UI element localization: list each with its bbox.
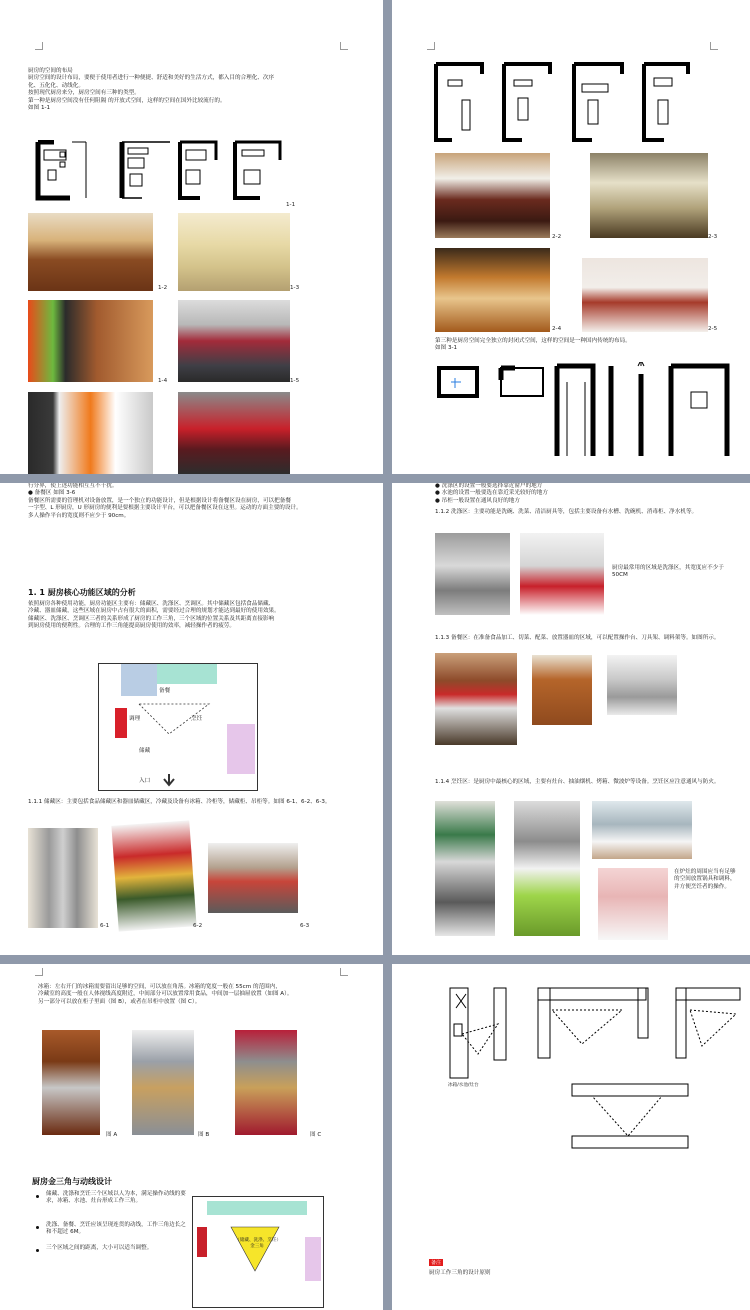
page3-para-line: 冷藏、器皿储藏，这些区域在厨房中占有很大的面积，需要经过合理的规划才能达到最好的使用效果。 [28,608,280,615]
document-page-3 [0,483,383,955]
page4-text-line: ● 洗涤区的设置一般要选择靠近窗户的地方 [435,483,543,489]
page4-text-line: ● 吊柜一般设置在通风良好的地方 [435,497,520,504]
page-corner-mark [35,968,43,976]
page1-floor-plans [30,140,290,205]
figure-caption: 2-4 [552,326,562,332]
page1-intro-line: 按照现代厨房来分，厨房空间有三种的类型。 [28,90,140,97]
page2-text-line: 如图 3-1 [435,345,458,352]
hood-photo-green [435,801,495,936]
page1-intro-line: 厨房空间的设计布局，要便于使用者进行一种便捷、舒适和美好的生活方式，都入目的合理化、次序 [28,75,275,82]
bullet-text: 储藏、洗涤和烹饪三个区域以人为本，满足操作动线的要求，冰箱、水池、灶台形成工作三角。 [46,1191,186,1205]
figure-caption: 1-2 [158,285,168,291]
page3-para-line: 依照厨房各种使用功能，厨房功能区主要有：储藏区、洗涤区、烹调区。其中储藏区包括食品储藏、 [28,601,275,607]
range-photo [592,801,692,859]
page3-text-line: 一字型、L 形厨房，U 形厨房的便利是要根据主要设计平台，可以把备餐区设在这里。运动的方面主要的设计。 [28,505,302,512]
red-sink-photo [520,533,604,615]
built-in-oven-photo [42,1030,100,1135]
sink-cabinet-photo [435,533,510,615]
section-112-text: 1.1.2 洗涤区：主要功能是洗碗、洗菜、清洁厨具等，包括主要设备有水槽、洗碗机、消毒柜、净水机等。 [435,509,698,515]
page5-top-text [38,984,358,1006]
figure-caption: 1-4 [158,378,168,384]
page3-para-line: 到厨房使用的便利性。合理的工作三角能提高厨房使用的效率，减轻操作者的疲劳。 [28,623,235,630]
triangle-label: （储藏、洗涤、烹饪）金三角 [235,1238,279,1249]
figure-caption: 2-3 [708,234,718,240]
zone-label: 储藏 [139,748,151,754]
page3-text-line: ● 备餐区 如图 3-6 [28,490,76,497]
kitchen-photo-cream [178,213,290,291]
kitchen-photo-red [178,392,290,474]
side-note-wash: 厨房最常用的区域是洗涤区，其宽度应不少于 50CM [612,565,724,579]
document-page-5 [0,964,383,1310]
zone-label: 调理 [129,716,141,722]
kitchen-zone-diagram [98,663,258,791]
page6-triangle-plans [442,984,742,1164]
figure-caption: 6-2 [193,923,203,929]
zone-label: 烹饪 [191,716,203,722]
figure-caption: 图 B [198,1132,210,1138]
bullet-dot [36,1226,39,1229]
bullet-text: 三个区域之间的距离，大小可以适当调整。 [46,1245,153,1251]
section-114-text: 1.1.4 烹饪区：是厨房中最核心的区域，主要有灶台、抽油烟机、烤箱、微波炉等设备。烹饪区应注意通风与防火。 [435,779,720,785]
fridge-photo [28,828,98,928]
document-page-6 [392,964,750,1310]
figure-caption: 6-1 [100,923,110,929]
bullet-dot [36,1249,39,1252]
kitchen-photo-wood [28,213,153,291]
wooden-cabinet-photo [532,655,592,725]
page-corner-mark [710,42,718,50]
page6-bottom-text: 厨房工作三角的设计原则 [429,1270,491,1276]
figure-caption: 图 C [310,1132,322,1138]
page3-text-line: 行分界，使上述功能相互互不干扰。 [28,483,118,489]
kitchen-photo-warm [435,248,550,332]
page4-text-line: ● 水池的设置一般要选在靠近采光较好的地方 [435,490,548,497]
page2-text-line: 第三种是厨房空间完全独立的封闭式空间，这样的空间是一种国内传统的布局。 [435,338,631,344]
pull-out-pantry-photo [132,1030,194,1135]
kitchen-photo-dark-wood [435,153,550,238]
section-heading: 厨房金三角与动线设计 [32,1177,112,1186]
page1-title-line: 厨房的空间的布局 [28,68,73,74]
figure-caption: 2-2 [552,234,562,240]
subsection-111: 1.1.1 储藏区：主要包括食品储藏区和器皿储藏区，冷藏及设备有冰箱、冷柜等，储藏柜、吊柜等。如图 6-1、6-2、6-3。 [28,799,331,805]
kitchen-photo-white-red [582,258,708,332]
page1-intro-line: 化、五化化、动线化。 [28,82,84,89]
cutlery-drawer-photo [607,655,677,715]
plan-caption: 冰箱/水池/灶台 [448,1083,479,1088]
tall-pantry-photo [235,1030,297,1135]
bullet-text: 洗涤、备餐、烹饪应该呈现连贯的动线，工作三角边长之和不超过 6M。 [46,1222,186,1236]
document-page-2 [392,0,750,474]
page1-intro-line: 第一种是厨房空间没有任何阻隔 的开放式空间，这样的空间在国外比较流行的。 [28,97,226,104]
page-corner-mark [340,42,348,50]
golden-triangle-diagram [192,1196,324,1308]
page3-paragraph [28,601,368,631]
page3-top-text [28,483,368,520]
triangle-shape [193,1197,323,1307]
figure-caption: 1-1 [286,202,296,208]
bullet-dot [36,1195,39,1198]
kitchen-photo-modern [28,300,153,382]
pantry-photo [111,820,196,931]
kitchen-photo-red-grey [178,300,290,382]
kitchen-photo-orange [28,392,153,474]
page3-text-line: 备餐区所需要的管理机对设备放置，是一个独立的功能设计，但是根据设计将备餐区设在厨房，可以把备餐 [28,497,291,504]
page1-text-block [28,68,358,112]
kitchen-photo-classic [590,153,708,238]
page4-top-text [435,483,735,505]
corner-stove-photo [598,868,668,940]
zone-label: 备餐 [159,688,171,694]
page3-para-line: 储藏区、洗涤区、烹调区三者的关系形成了厨房的工作三角，三个区域的位置关系及其距离直接影响 [28,615,275,622]
page2-closed-plans [435,362,735,457]
document-page-1 [0,0,383,474]
page-corner-mark [427,42,435,50]
page5-text-line: 另一部分可以放在柜子里面（图 B），或者在吊柜中放置（图 C）。 [38,998,201,1005]
section-113-text: 1.1.3 备餐区：在准备食品加工、切菜、配菜、放置器皿的区域，可以配置操作台、刀具架、调料架等。如图所示。 [435,635,720,641]
section-heading: 1. 1 厨房核心功能区域的分析 [28,588,136,597]
drawer-photo [208,843,298,913]
zone-label: 入口 [139,778,151,784]
figure-caption: 2-5 [708,326,718,332]
page1-figure-label: 如图 1-1 [28,105,51,112]
prep-counter-photo [435,653,517,745]
figure-caption: 图 A [106,1132,118,1138]
document-page-4 [392,483,750,955]
page2-floor-plans [432,60,692,145]
page2-text-block [435,338,735,353]
hood-photo-lime [514,801,580,936]
page-corner-mark [340,968,348,976]
figure-caption: 1-5 [290,378,300,384]
page5-text-line: 冰箱：左右开门的冰箱需要留出足够的空间，可以放在角落。冰箱的宽度一般在 55cm 的范围内， [38,984,281,990]
red-note-marker: 备注 [431,1260,442,1266]
page5-text-line: 冷藏室的高度一般在人体视线高度附近，中间部分可以放置常用食品，中间加一层抽屉放置（如图 A）。 [38,991,293,998]
page3-text-line: 多人操作平台的宽度则不应少于 90cm。 [28,512,130,519]
zone-arrows [99,664,257,790]
page-corner-mark [35,42,43,50]
side-note-cook: 在炉灶的周围应当有足够的空间放置锅具和调料，并方便烹饪者的操作。 [674,869,736,890]
figure-caption: 6-3 [300,923,310,929]
figure-caption: 1-3 [290,285,300,291]
